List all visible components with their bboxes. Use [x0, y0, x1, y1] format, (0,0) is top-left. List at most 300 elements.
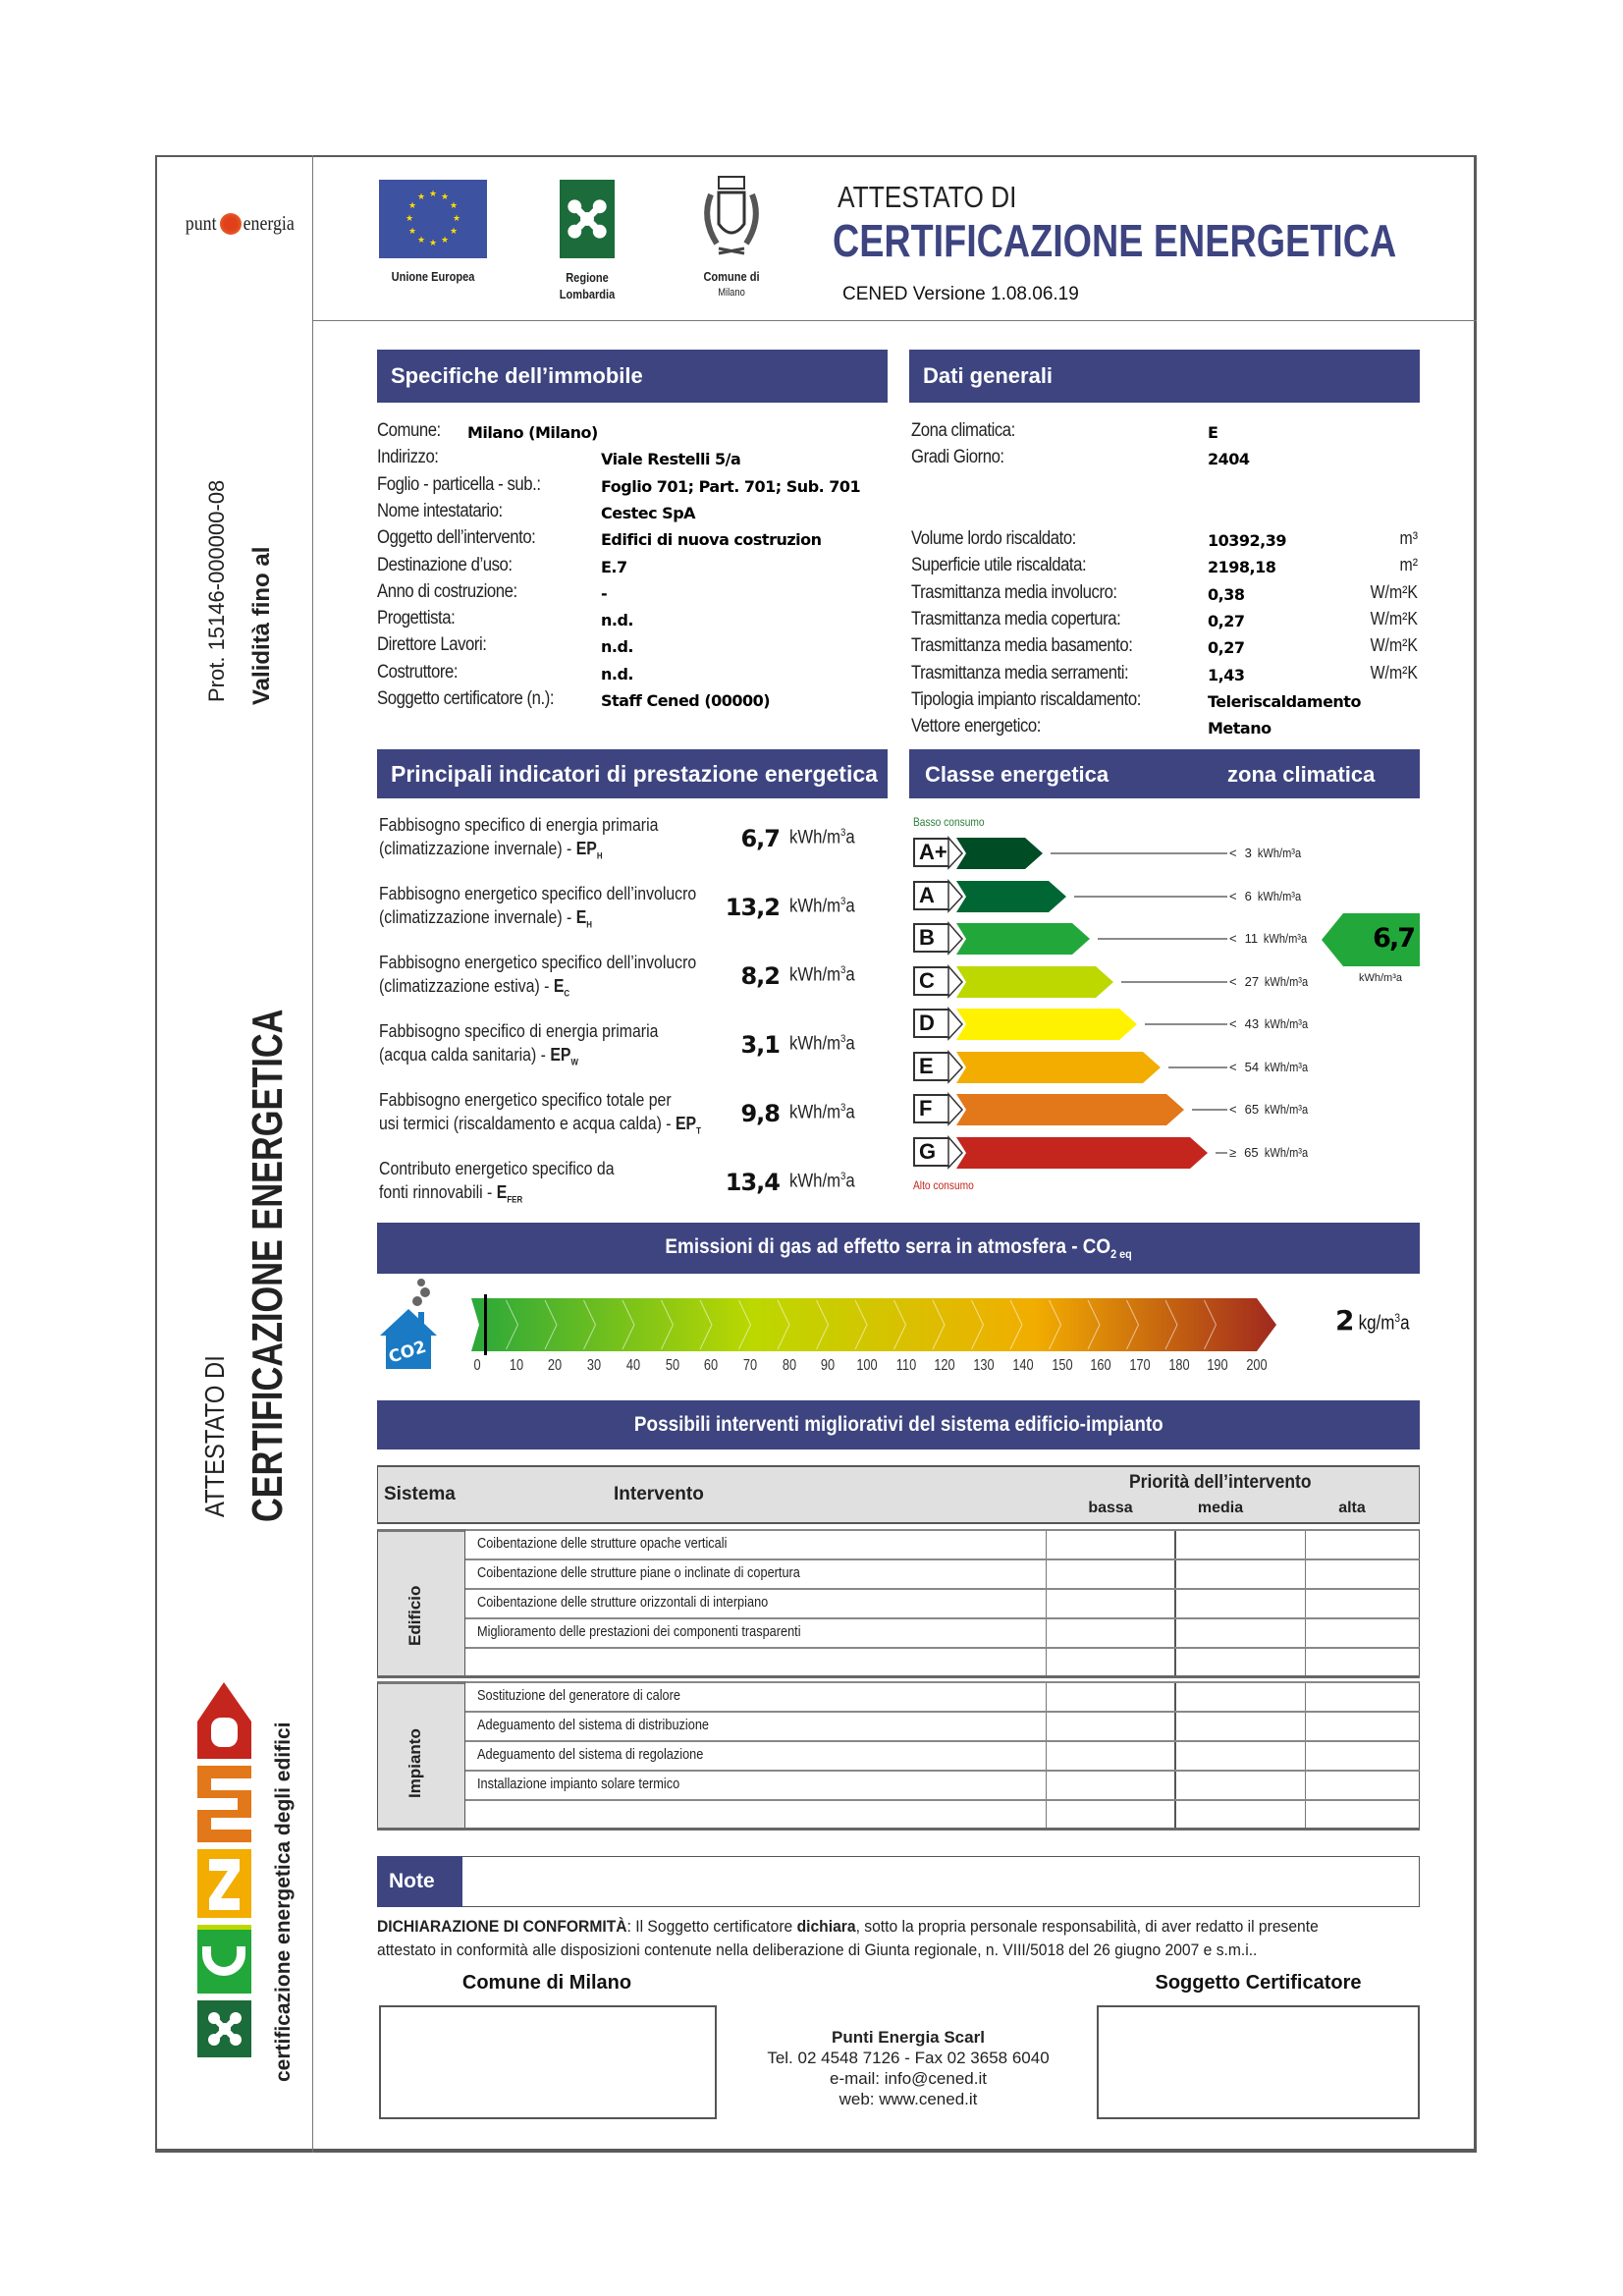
specifiche-row-value: -	[601, 583, 608, 603]
indicatore-label-line2: usi termici (riscaldamento e acqua calda) - $EP_T$	[379, 1114, 701, 1136]
svg-text:★: ★	[416, 235, 426, 245]
indicatore-row	[377, 813, 888, 872]
intervento-row	[465, 1529, 1420, 1558]
energy-class-limit: < 54 kWh/m³a	[1229, 1059, 1309, 1074]
intervento-text-cell	[465, 1619, 1047, 1647]
specifiche-row-label: Comune:	[377, 420, 441, 441]
indicatore-symbol: EP	[550, 1045, 571, 1065]
co2-tick-label: 190	[1207, 1357, 1228, 1374]
priority-alta-cell[interactable]	[1306, 1531, 1420, 1558]
col-media: media	[1197, 1500, 1244, 1516]
dati-row	[911, 689, 1420, 715]
lombardia-label-line1: Regione	[566, 270, 609, 285]
intervento-text-cell	[465, 1801, 1047, 1829]
priority-media-cell[interactable]	[1176, 1531, 1306, 1558]
svg-text:★: ★	[428, 238, 438, 247]
indicatore-row	[377, 1157, 888, 1216]
specifiche-row-label: Costruttore:	[377, 661, 459, 683]
indicatore-value: 9,8	[740, 1100, 780, 1127]
specifiche-header: Specifiche dell’immobile	[377, 350, 888, 403]
specifiche-row	[377, 420, 888, 446]
priority-bassa-cell[interactable]	[1047, 1801, 1176, 1829]
dati-row-unit: W/m²K	[1370, 581, 1418, 602]
dati-row-unit: m²	[1399, 555, 1418, 575]
co2-tick-label: 20	[548, 1357, 563, 1374]
classe-header	[909, 749, 1420, 798]
co2-tick-label: 200	[1246, 1357, 1268, 1374]
energy-class-bar-D	[913, 1008, 1424, 1041]
priority-bassa-cell[interactable]	[1047, 1772, 1176, 1799]
emissioni-header	[377, 1223, 1420, 1274]
specifiche-row-value: Staff Cened (00000)	[601, 691, 771, 710]
svg-text:★: ★	[440, 235, 450, 245]
indicatore-symbol: EP	[575, 839, 597, 858]
dati-row-value: 10392,39	[1208, 531, 1287, 550]
milano-label-line1: Comune di	[703, 269, 760, 284]
energy-class-row	[913, 965, 1424, 999]
priority-media-cell[interactable]	[1176, 1619, 1306, 1647]
intervento-text-cell	[465, 1590, 1047, 1617]
dati-row-value: 0,38	[1208, 584, 1245, 604]
intervento-text: Coibentazione delle strutture orizzontali di interpiano	[477, 1594, 769, 1611]
indicatore-unit: kWh/$m^3a$	[789, 1033, 855, 1055]
intervento-row	[465, 1740, 1420, 1770]
energy-class-limit: < 11 kWh/m³a	[1229, 931, 1308, 946]
priority-bassa-cell[interactable]	[1047, 1619, 1176, 1647]
priority-alta-cell[interactable]	[1306, 1619, 1420, 1647]
co2-scale	[471, 1298, 1276, 1351]
milano-label-line2: Milano	[718, 287, 745, 299]
note-label: Note	[377, 1856, 462, 1907]
interventi-header	[377, 1400, 1420, 1449]
dati-row-label: Trasmittanza media basamento:	[911, 635, 1133, 657]
dati-row	[911, 582, 1420, 608]
energy-class-row	[913, 1051, 1424, 1084]
dati-row-unit: m³	[1399, 528, 1418, 548]
energy-class-bar	[956, 923, 1090, 955]
intervento-text: Adeguamento del sistema di distribuzione	[477, 1717, 710, 1733]
energy-class-label: A	[913, 881, 948, 910]
dati-row-value: 1,43	[1208, 665, 1245, 684]
intervento-row	[465, 1681, 1420, 1711]
dati-row-value: Teleriscaldamento	[1208, 691, 1361, 711]
priority-alta-cell[interactable]	[1306, 1713, 1420, 1740]
co2-tick-label: 90	[821, 1357, 836, 1374]
specifiche-row-label: Foglio - particella - sub.:	[377, 473, 541, 495]
intervento-group-edificio	[377, 1529, 1420, 1678]
priority-media-cell[interactable]	[1176, 1649, 1306, 1676]
firma-comune-box[interactable]	[379, 2005, 717, 2119]
current-class-value: 6,7	[1373, 923, 1414, 954]
header-divider	[312, 320, 1477, 321]
milano-logo-label	[682, 269, 781, 299]
note-box	[377, 1856, 1420, 1907]
specifiche-row	[377, 474, 888, 500]
svg-text:★: ★	[416, 191, 426, 201]
dati-generali-header: Dati generali	[909, 350, 1420, 403]
energy-class-bar	[956, 1052, 1161, 1083]
col-alta: alta	[1338, 1500, 1366, 1516]
col-intervento: Intervento	[614, 1484, 704, 1504]
indicatore-label	[379, 1088, 701, 1143]
intervento-group-name: Impianto	[406, 1728, 424, 1798]
dati-row	[911, 716, 1420, 741]
co2-tick-label: 120	[934, 1357, 956, 1374]
specifiche-row-value: Cestec SpA	[601, 503, 696, 522]
co2-value-display	[1335, 1304, 1415, 1337]
dati-row-value: Metano	[1208, 719, 1271, 738]
co2-tick-label: 160	[1090, 1357, 1111, 1374]
co2-tick-label: 110	[895, 1357, 916, 1374]
dati-row	[911, 528, 1420, 554]
priority-media-cell[interactable]	[1176, 1772, 1306, 1799]
dati-row-value: E	[1208, 423, 1218, 442]
svg-text:★: ★	[449, 226, 459, 236]
lombardia-logo-label	[546, 269, 629, 302]
dati-row-label: Superficie utile riscaldata:	[911, 555, 1087, 576]
energy-class-label: E	[913, 1052, 948, 1081]
svg-text:★: ★	[440, 191, 450, 201]
interventi-table-header	[377, 1465, 1420, 1524]
specifiche-row-label: Soggetto certificatore (n.):	[377, 688, 555, 709]
co2-tick-label: 150	[1051, 1357, 1073, 1374]
priority-bassa-cell[interactable]	[1047, 1531, 1176, 1558]
intervento-text-cell	[465, 1560, 1047, 1588]
svg-text:CO2: CO2	[386, 1337, 429, 1368]
svg-text:★: ★	[449, 200, 459, 210]
priority-alta-cell[interactable]	[1306, 1742, 1420, 1770]
indicatore-row	[377, 882, 888, 941]
indicatori-header: Principali indicatori di prestazione energetica	[377, 749, 888, 798]
co2-tick-label: 50	[665, 1357, 679, 1374]
intervento-text-cell	[465, 1531, 1047, 1558]
energy-class-row	[913, 837, 1424, 870]
eu-flag-icon	[379, 180, 487, 258]
svg-text:★: ★	[428, 189, 438, 198]
dichiarazione-conformita	[377, 1915, 1343, 1962]
indicatore-label-line2: (climatizzazione invernale) - $E_H$	[379, 907, 593, 930]
contact-name: Punti Energia Scarl	[832, 2028, 985, 2047]
intervento-text-cell	[465, 1683, 1047, 1711]
priority-bassa-cell[interactable]	[1047, 1742, 1176, 1770]
co2-value-marker	[484, 1294, 487, 1355]
energy-class-scale	[913, 837, 1424, 1166]
svg-text:★: ★	[405, 213, 414, 223]
dati-row-value: 2404	[1208, 450, 1250, 468]
co2-tick-label: 10	[509, 1357, 523, 1374]
svg-text:★: ★	[452, 213, 461, 223]
dati-row-label: Trasmittanza media copertura:	[911, 608, 1121, 629]
energy-class-bar-A+	[913, 837, 1424, 870]
priority-media-cell[interactable]	[1176, 1742, 1306, 1770]
energy-class-row	[913, 1093, 1424, 1126]
specifiche-row-label: Destinazione d’uso:	[377, 554, 513, 575]
indicatore-unit: kWh/$m^3a$	[789, 827, 855, 848]
indicatore-label-line1: Fabbisogno energetico specifico dell’involucro	[379, 884, 697, 903]
priority-media-cell[interactable]	[1176, 1560, 1306, 1588]
indicatore-symbol: E	[553, 976, 565, 996]
contact-tel: Tel. 02 4548 7126 - Fax 02 3658 6040	[767, 2049, 1050, 2067]
intervento-text: Sostituzione del generatore di calore	[477, 1687, 680, 1704]
dati-row	[911, 447, 1420, 472]
intervento-text: Adeguamento del sistema di regolazione	[477, 1746, 704, 1763]
indicatore-label	[379, 813, 658, 868]
intervento-text: Installazione impianto solare termico	[477, 1776, 680, 1792]
indicatore-label-line1: Fabbisogno specifico di energia primaria	[379, 1021, 659, 1041]
current-class-indicator	[1322, 913, 1420, 966]
priority-media-cell[interactable]	[1176, 1713, 1306, 1740]
intervento-row	[465, 1647, 1420, 1676]
energy-class-label: F	[913, 1094, 948, 1123]
current-class-unit: kWh/m³a	[1359, 972, 1402, 984]
indicatore-label	[379, 882, 696, 937]
energy-class-label: B	[913, 923, 948, 953]
header-title-small: ATTESTATO DI	[838, 180, 1017, 214]
specifiche-row-label: Oggetto dell’intervento:	[377, 527, 536, 549]
co2-gradient-bar	[471, 1298, 1276, 1351]
zona-climatica-title: zona climatica	[1227, 762, 1376, 787]
priority-alta-cell[interactable]	[1306, 1649, 1420, 1676]
milano-coat-of-arms-icon	[697, 175, 766, 263]
basso-consumo-label: Basso consumo	[913, 815, 985, 829]
energy-class-limit: < 43 kWh/m³a	[1229, 1016, 1309, 1031]
energy-class-bar	[956, 1009, 1137, 1040]
indicatore-row	[377, 1088, 888, 1147]
energy-class-bar-C	[913, 965, 1424, 999]
dati-row	[911, 420, 1420, 446]
co2-tick-label: 100	[856, 1357, 878, 1374]
svg-text:★: ★	[407, 200, 417, 210]
specifiche-row-value: n.d.	[601, 611, 633, 630]
indicatore-label	[379, 1019, 658, 1074]
indicatore-label	[379, 1157, 615, 1212]
priority-bassa-cell[interactable]	[1047, 1560, 1176, 1588]
indicatore-label-line1: Fabbisogno energetico specifico totale per	[379, 1090, 672, 1110]
priority-alta-cell[interactable]	[1306, 1560, 1420, 1588]
intervento-group-bottom-border	[377, 1675, 1420, 1678]
contact-email[interactable]: e-mail: info@cened.it	[830, 2069, 987, 2088]
emissioni-title: Emissioni di gas ad effetto serra in atmosfera - CO	[665, 1234, 1111, 1258]
puntienergia-logo: punt energia	[185, 211, 296, 235]
header-title-big: CERTIFICAZIONE ENERGETICA	[833, 215, 1397, 266]
energy-class-row	[913, 1136, 1424, 1170]
specifiche-row	[377, 662, 888, 687]
priority-alta-cell[interactable]	[1306, 1772, 1420, 1799]
specifiche-row	[377, 581, 888, 607]
sidebar-title-small: ATTESTATO DI	[199, 1355, 230, 1517]
dati-row-label: Volume lordo riscaldato:	[911, 528, 1076, 549]
dichiarazione-line2: attestato in conformità alle disposizioni contenute nella deliberazione di Giunta regionale, n. VIII/5018 del 26 giugno 2007 e s.m.i..	[377, 1941, 1258, 1959]
indicatore-label-line1: Fabbisogno energetico specifico dell’involucro	[379, 953, 697, 972]
indicatore-label-line1: Fabbisogno specifico di energia primaria	[379, 815, 659, 835]
priority-alta-cell[interactable]	[1306, 1590, 1420, 1617]
energy-class-label: A+	[913, 838, 948, 867]
specifiche-row-label: Nome intestatario:	[377, 500, 503, 521]
priority-media-cell[interactable]	[1176, 1590, 1306, 1617]
intervento-row	[465, 1617, 1420, 1647]
specifiche-row-label: Anno di costruzione:	[377, 580, 517, 602]
specifiche-row-label: Progettista:	[377, 608, 456, 629]
specifiche-row-value: Milano (Milano)	[467, 423, 598, 442]
indicatore-label-line2: (climatizzazione estiva) - $E_C$	[379, 976, 570, 999]
specifiche-row-value: n.d.	[601, 664, 633, 683]
lombardia-logo-icon	[560, 180, 615, 258]
firma-certificatore-title: Soggetto Certificatore	[1155, 1972, 1362, 1994]
indicatore-value: 6,7	[740, 825, 780, 852]
protocol-number: Prot. 15146-000000-08	[204, 479, 229, 702]
cened-tagline: certificazione energetica degli edifici	[272, 1722, 295, 2082]
indicatore-row	[377, 951, 888, 1010]
energy-class-bar	[956, 838, 1043, 869]
interventi-title: Possibili interventi migliorativi del sistema edificio-impianto	[633, 1413, 1163, 1436]
co2-tick-label: 60	[704, 1357, 719, 1374]
specifiche-row-value: Edifici di nuova costruzion	[601, 530, 822, 550]
intervento-text-cell	[465, 1772, 1047, 1799]
lombardia-rose-icon	[197, 2000, 251, 2057]
specifiche-row	[377, 447, 888, 472]
energy-class-limit: < 65 kWh/m³a	[1229, 1102, 1309, 1117]
svg-text:★: ★	[407, 226, 417, 236]
co2-unit: $kg/m^3a$	[1359, 1311, 1411, 1335]
sun-icon	[220, 213, 242, 235]
indicatore-label-line2: (acqua calda sanitaria) - $EP_W$	[379, 1045, 578, 1067]
dati-row	[911, 609, 1420, 634]
col-sistema: Sistema	[384, 1484, 456, 1504]
specifiche-row	[377, 608, 888, 633]
indicatore-unit: kWh/$m^3a$	[789, 1102, 855, 1123]
dati-row-value: 2198,18	[1208, 558, 1276, 577]
dati-row-label: Vettore energetico:	[911, 716, 1041, 738]
intervento-group-impianto	[377, 1681, 1420, 1831]
indicatore-row	[377, 1019, 888, 1078]
priority-alta-cell[interactable]	[1306, 1683, 1420, 1711]
intervento-row	[465, 1799, 1420, 1829]
priority-bassa-cell[interactable]	[1047, 1713, 1176, 1740]
specifiche-row-value: n.d.	[601, 637, 633, 657]
dati-row-unit: W/m²K	[1370, 635, 1418, 656]
indicatore-unit: kWh/$m^3a$	[789, 1171, 855, 1192]
cened-version: CENED Versione 1.08.06.19	[842, 284, 1079, 304]
dati-row-unit: W/m²K	[1370, 608, 1418, 629]
intervento-group-name: Edificio	[406, 1585, 424, 1646]
intervento-text: Coibentazione delle strutture piane o inclinate di copertura	[477, 1564, 800, 1581]
priority-bassa-cell[interactable]	[1047, 1683, 1176, 1711]
priority-bassa-cell[interactable]	[1047, 1649, 1176, 1676]
co2-tick-label: 70	[742, 1357, 758, 1374]
col-priorita: Priorità dell’intervento	[1129, 1472, 1312, 1493]
priority-bassa-cell[interactable]	[1047, 1590, 1176, 1617]
dati-row-unit: W/m²K	[1370, 662, 1418, 683]
dichiarazione-line1: DICHIARAZIONE DI CONFORMITÀ: Il Soggetto certificatore dichiara, sotto la propria personale responsabilità, di aver redatto il presente	[377, 1917, 1319, 1936]
intervento-row	[465, 1588, 1420, 1617]
indicatore-label	[379, 951, 696, 1006]
energy-class-bar	[956, 966, 1113, 998]
intervento-text: Miglioramento delle prestazioni dei componenti trasparenti	[477, 1623, 801, 1640]
contact-web[interactable]: web: www.cened.it	[839, 2090, 978, 2108]
col-bassa: bassa	[1088, 1500, 1133, 1516]
intervento-text-cell	[465, 1649, 1047, 1676]
co2-value: 2	[1335, 1304, 1355, 1337]
classe-title: Classe energetica	[925, 762, 1109, 787]
energy-class-bar	[956, 881, 1066, 912]
co2-house-icon	[378, 1277, 439, 1371]
energy-class-bar-A	[913, 880, 1424, 913]
dati-row-label: Trasmittanza media serramenti:	[911, 662, 1129, 683]
indicatore-symbol: EP	[675, 1114, 697, 1133]
co2-tick-label: 40	[625, 1357, 640, 1374]
intervento-row	[465, 1558, 1420, 1588]
emissioni-title-sub: 2 eq	[1110, 1247, 1132, 1262]
indicatore-value: 3,1	[740, 1031, 780, 1059]
priority-alta-cell[interactable]	[1306, 1801, 1420, 1829]
sidebar-divider	[312, 155, 313, 2153]
energy-class-limit: < 6 kWh/m³a	[1229, 888, 1301, 903]
energy-class-label: C	[913, 966, 948, 996]
indicatore-value: 13,2	[725, 894, 780, 921]
energy-class-label: D	[913, 1009, 948, 1038]
intervento-group-label-cell	[377, 1681, 465, 1831]
energy-class-limit: < 27 kWh/m³a	[1229, 973, 1309, 989]
specifiche-row-label: Indirizzo:	[377, 447, 439, 468]
dati-row-label: Zona climatica:	[911, 420, 1015, 441]
intervento-group-label-cell	[377, 1529, 465, 1678]
indicatore-label-line2: (climatizzazione invernale) - $EP_H$	[379, 839, 603, 861]
dati-row	[911, 663, 1420, 688]
specifiche-row	[377, 688, 888, 714]
energy-class-row	[913, 1008, 1424, 1041]
eu-logo-label: Unione Europea	[391, 269, 475, 284]
cened-logo-c	[197, 1930, 251, 1994]
indicatore-label-line2: fonti rinnovabili - $E_{FER}$	[379, 1182, 523, 1205]
lombardia-label-line2: Lombardia	[559, 287, 616, 301]
indicatore-symbol: E	[496, 1182, 508, 1202]
co2-tick-label: 140	[1012, 1357, 1034, 1374]
energy-class-bar-F	[913, 1093, 1424, 1126]
priority-media-cell[interactable]	[1176, 1683, 1306, 1711]
co2-tick-label: 80	[782, 1357, 796, 1374]
firma-certificatore-box[interactable]	[1097, 2005, 1420, 2119]
energy-class-label: G	[913, 1137, 948, 1167]
co2-tick-label: 170	[1129, 1357, 1151, 1374]
alto-consumo-label: Alto consumo	[913, 1178, 974, 1192]
indicatore-value: 13,4	[725, 1169, 780, 1196]
priority-media-cell[interactable]	[1176, 1801, 1306, 1829]
indicatore-unit: kWh/$m^3a$	[789, 964, 855, 986]
specifiche-row	[377, 555, 888, 580]
intervento-text-cell	[465, 1742, 1047, 1770]
dati-row-label: Trasmittanza media involucro:	[911, 581, 1117, 603]
co2-tick-labels	[458, 1357, 1282, 1379]
specifiche-row	[377, 501, 888, 526]
indicatore-value: 8,2	[740, 962, 780, 990]
energy-class-bar	[956, 1137, 1208, 1169]
indicatore-symbol: E	[575, 907, 587, 927]
dati-row	[911, 635, 1420, 661]
dati-row-label: Tipologia impianto riscaldamento:	[911, 688, 1141, 710]
energy-class-row	[913, 880, 1424, 913]
co2-tick-label: 130	[973, 1357, 995, 1374]
contact-info	[727, 2027, 1090, 2109]
specifiche-row	[377, 634, 888, 660]
specifiche-row	[377, 527, 888, 553]
specifiche-row-value: Viale Restelli 5/a	[601, 450, 741, 469]
energy-class-bar	[956, 1094, 1184, 1125]
intervento-row	[465, 1711, 1420, 1740]
intervento-row	[465, 1770, 1420, 1799]
co2-tick-label: 180	[1167, 1357, 1190, 1374]
specifiche-row-value: E.7	[601, 557, 627, 576]
dati-row	[911, 555, 1420, 580]
